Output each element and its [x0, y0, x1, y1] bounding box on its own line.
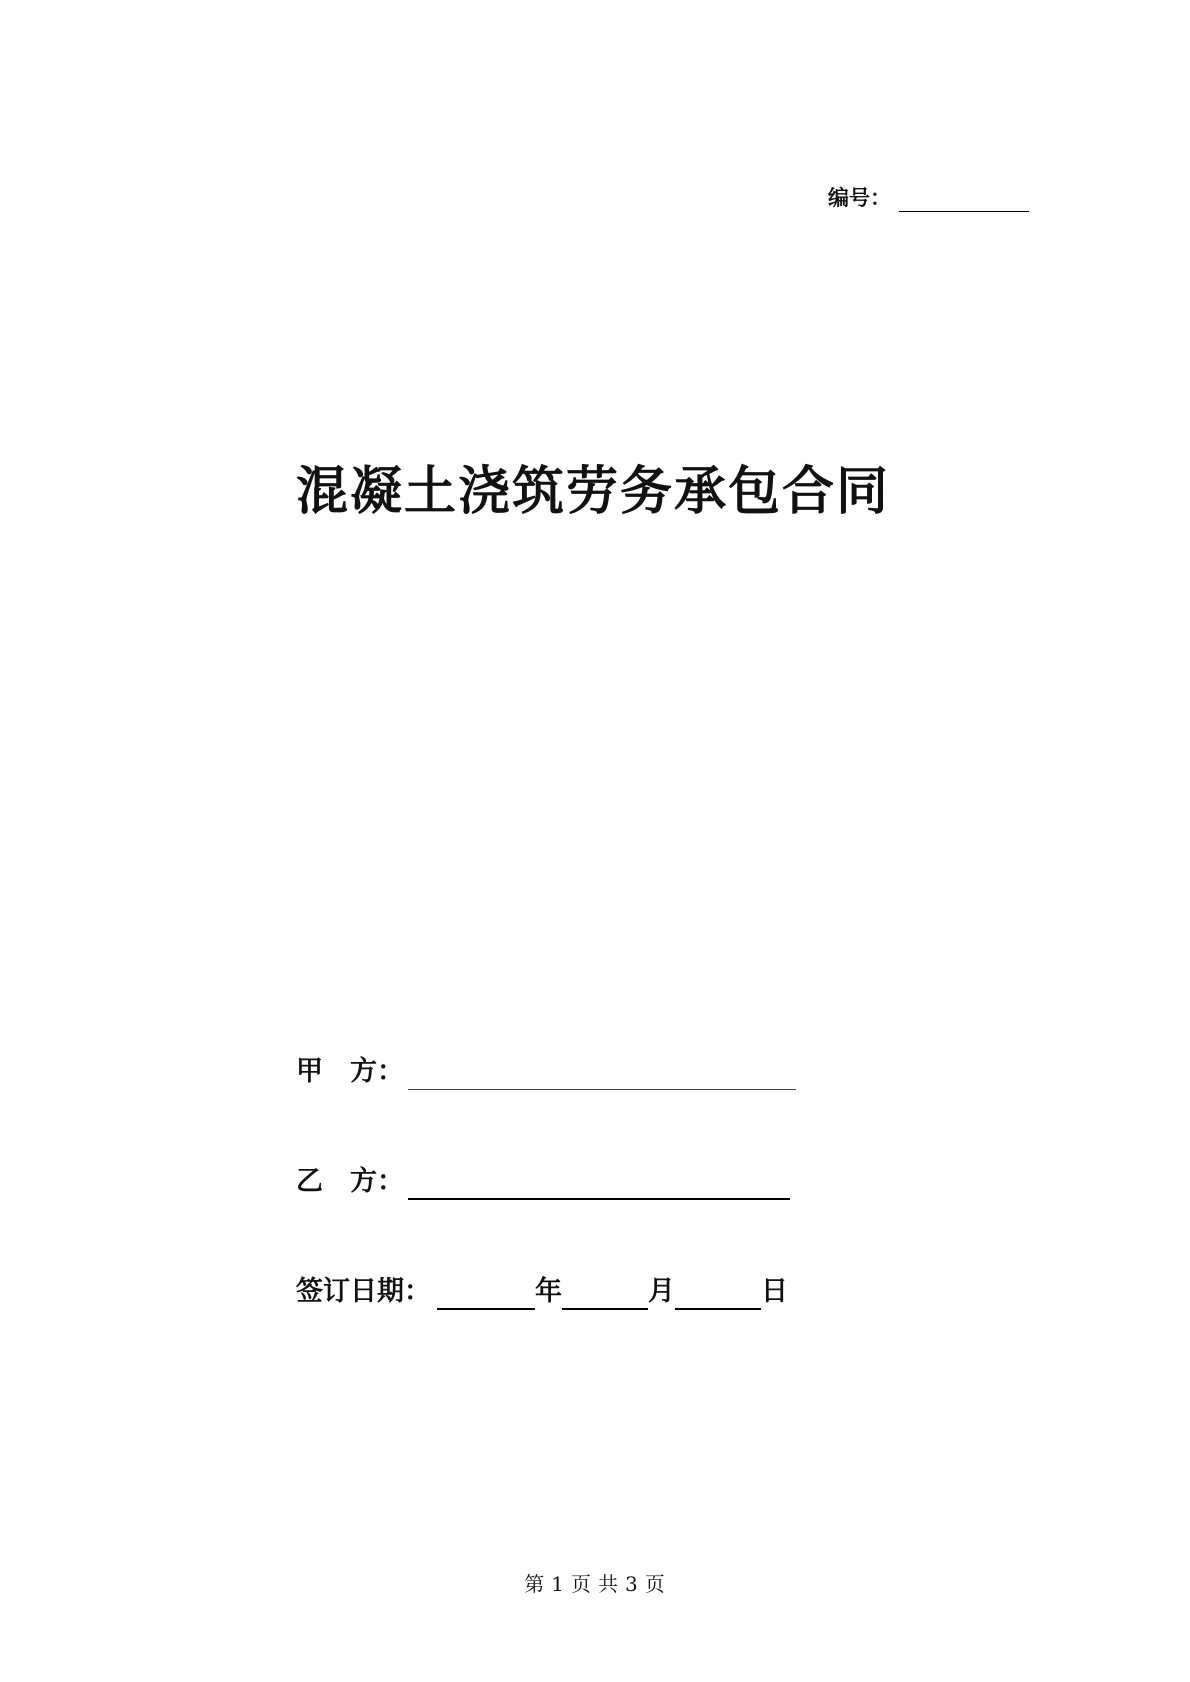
document-title-container — [0, 460, 1190, 524]
signing-date-row — [296, 1274, 788, 1310]
document-number-row — [828, 184, 1029, 212]
party-a-blank — [408, 1059, 796, 1090]
party-b-row — [296, 1164, 790, 1200]
footer-prefix: 第 — [524, 1572, 546, 1596]
party-a-label: 甲 方： — [296, 1056, 404, 1087]
page-footer — [0, 1568, 1190, 1597]
footer-total-word: 共 — [598, 1572, 619, 1596]
party-b-label: 乙 方： — [296, 1166, 404, 1197]
footer-total-pages: 3 — [625, 1572, 639, 1596]
signing-month-label: 月 — [648, 1276, 675, 1307]
document-number-label: 编号： — [828, 186, 891, 210]
party-a-row — [296, 1054, 796, 1090]
signing-month-blank — [562, 1278, 648, 1310]
footer-suffix: 页 — [644, 1572, 666, 1596]
signing-day-blank — [675, 1278, 761, 1310]
footer-page-word: 页 — [571, 1572, 592, 1596]
document-title: 混凝土浇筑劳务承包合同 — [295, 462, 890, 522]
signing-year-label: 年 — [535, 1276, 562, 1307]
party-b-blank — [408, 1168, 790, 1200]
signing-date-label: 签订日期： — [296, 1276, 431, 1307]
signing-year-blank — [437, 1278, 535, 1310]
document-number-blank — [899, 187, 1029, 212]
footer-current-page: 1 — [551, 1572, 565, 1596]
signing-day-label: 日 — [761, 1276, 788, 1307]
